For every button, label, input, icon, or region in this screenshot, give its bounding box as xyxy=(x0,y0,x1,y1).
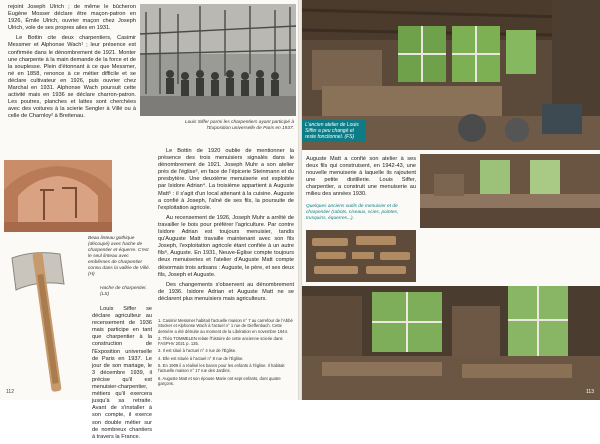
paragraph-changements-1936: Des changements s'observent au dénombrement de 1936. Isidore Adrian et Auguste Matt ne se déclarent plus menuisiers mais agriculteurs. xyxy=(158,281,294,302)
footnote: 1. Casimir Messmer habitait l'actuelle maison n° 7 au carrefour de l'Abbé Stocker et Alphonse Wach à l'actuel n° 1 rue de Dieffenbach. Cette dernière a été détruite au moment de la Libération en novembre 1944. xyxy=(158,318,293,334)
page-number-right: 113 xyxy=(586,389,594,395)
caption-atelier: L'ancien atelier de Louis Siffer a peu changé et reste fonctionnel. (FS) xyxy=(302,120,366,142)
page-number-left: 112 xyxy=(6,389,14,395)
caption-charpentiers: Louis Siffer parmi les charpentiers ayant participé à l'Exposition universelle de Paris en 1937. xyxy=(184,120,294,131)
paragraph-intro: rejoint Joseph Ulrich ; de même le bûcheron Eugène Mosser déclare être maçon-patron en 1926, Émile Ulrich, ouvrier maçon chez Joseph Ulrich, vole de ses propres ailes en 1931. xyxy=(8,4,136,32)
photo-outils xyxy=(306,230,416,282)
photo-hache-charpentier xyxy=(4,244,88,394)
photo-etabli xyxy=(420,154,600,228)
photo-charpentiers-exposition xyxy=(140,4,296,116)
footnote: 6. Auguste Matt et son épouse Marie ont sept enfants, dont quatre garçons. xyxy=(158,375,281,386)
paragraph-bottin-charpentiers: Le Bottin cite deux charpentiers, Casimir Messmer et Alphonse Wach¹ ; leur présence est confirmée dans le dénombrement de 1921. Monter une charpente à la main demande de la force et de la souplesse. Plein d'étonnant à ce que Messmer, né en 1858, renonce à ce métier difficile et se déclare cultivateur en 1926, puis ouvrier chez Marchal en 1931. Alphonse Wach poursuit cette activité mais en 1936 se déclare charron-patron. Les poutres, planches et lattes sont cherchées avec des voitures à la scierie Sengler à Villé ou à celle de Charnloy² à Breitenau. xyxy=(8,35,136,120)
paragraph-bottin-1920: Le Bottin de 1920 oublie de mentionner la présence des trois menuisiers signalés dans le dénombrement de 1921. Joseph Muhr a son atelier près de l'église³, en face de l'épicerie Steinmann et du presbytère. Une deuxième menuiserie est exploitée par Isidore Adrian⁴. La troisième appartient à Auguste Matt⁵ : il s'agit d'un local attenant à la cuisine. Auguste a confié à Joseph, l'aîné de ses fils, la poursuite de l'exploitation agricole. xyxy=(158,148,294,211)
caption-outils: Quelques anciens outils de menuisier et de charpentier (rabots, ciseaux, scies, pointes, trusquins, équerres...). xyxy=(306,204,399,221)
footnote: 5. En 1909 il a réalisé les bancs pour les enfants à l'église. Il habitait l'actuelle maison n° 17 rue des Jardins. xyxy=(158,363,285,374)
caption-linteau: Beau linteau gothique (découpé) avec hache de charpentier et équerre. C'est le seul linteau avec emblèmes de charpentier connu dans la vallée de Villé. (H) xyxy=(88,236,151,277)
paragraph-recensement-1926: Au recensement de 1926, Joseph Muhr a arrêté de travailler le bois pour préférer l'agriculture. Par contre Isidore Adrian est toujours menuisier, tandis qu'Auguste Matt travaille maintenant avec son fils Joseph, l'exploitation agricole étant confiée à un autre fils⁶, Auguste. En 1931, Neuve-Église compte toujours deux menuiseries et l'atelier d'Auguste Matt compte désormais trois artisans : Auguste, le père, et ses deux fils, Joseph et Auguste. xyxy=(158,214,294,278)
photo-linteau-gothique xyxy=(4,160,112,232)
paragraph-siffer: Louis Siffer se déclare agriculteur au recensement de 1936 mais participe en tant que charpentier à la construction de l'Exposition universelle de Paris en 1937. Le jour de son mariage, le 3 décembre 1939, il précise qu'il est menuisier-charpentier, métiers qu'il exercera jusqu'à sa retraite. Avant de s'installer à son compte, il exerce son double métier sur de nombreux chantiers à travers la France. xyxy=(92,306,152,440)
footnote: 4. Elle est située à l'actuel n° 8 rue de l'Église. xyxy=(158,355,244,361)
right-page xyxy=(302,0,600,400)
left-page xyxy=(0,0,298,440)
footnote: 2. Théo TOMMELEN relate l'histoire de cette ancienne scierie dans FASPHV 2021 p. 135. xyxy=(158,335,283,347)
footnotes xyxy=(158,318,294,388)
column-left-top xyxy=(8,4,136,124)
footnote: 3. Il est situé à l'actuel n° 4 rue de l'Église. xyxy=(158,348,237,354)
column-right-text xyxy=(158,148,294,306)
column-siffer xyxy=(92,306,152,444)
photo-atelier-interieur xyxy=(302,286,600,400)
column-matt xyxy=(306,156,416,202)
paragraph-matt: Auguste Matt a confié son atelier à ses deux fils qui construisent, en 1942-43, une nouvelle menuiserie à laquelle ils rajoutent une petite distillerie. Louis Siffer, charpentier, a construit une menuiserie au milieu des années 1930. xyxy=(306,156,416,198)
caption-hache: Hache de charpentier. (LS) xyxy=(100,286,148,297)
